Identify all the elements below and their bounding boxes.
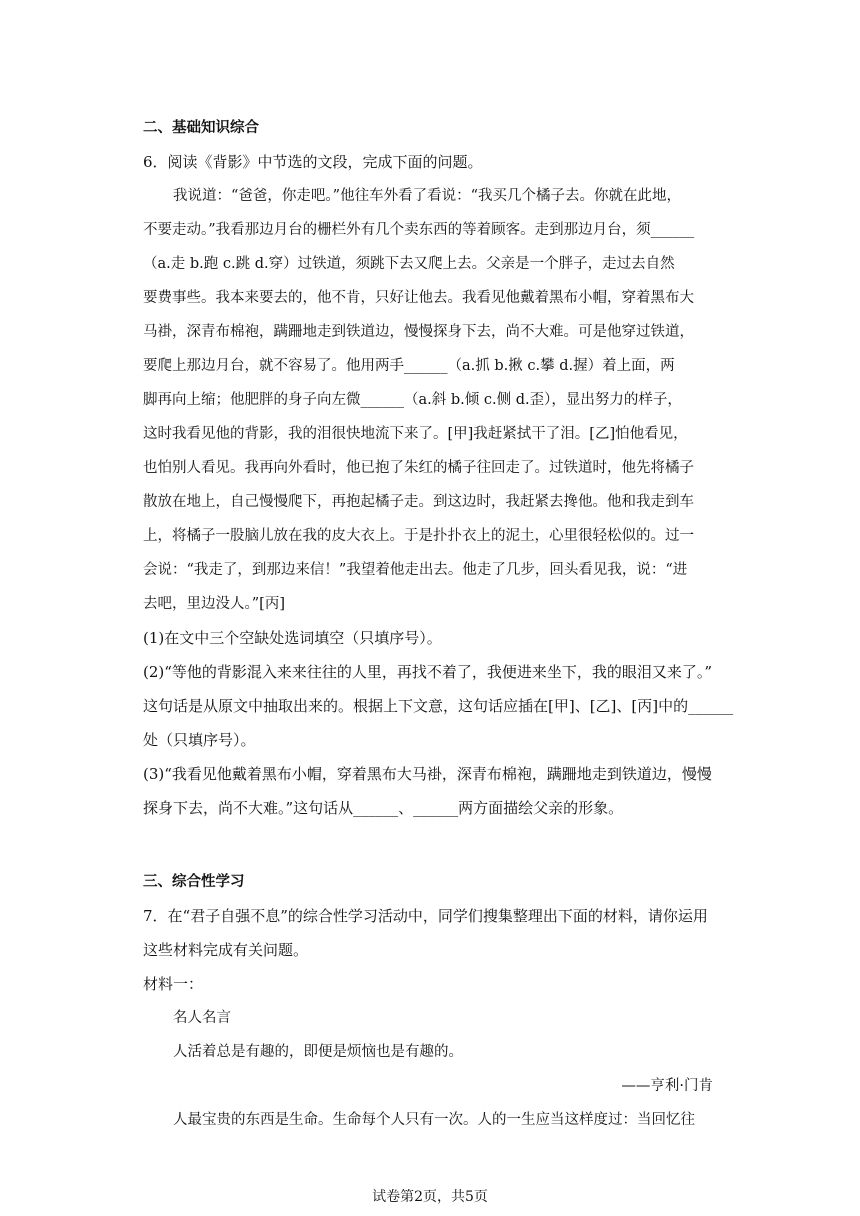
passage-line: 要爬上那边月台，就不容易了。他用两手______（a.抓 b.揪 c.攀 d.握）着上面，两 xyxy=(143,358,675,374)
passage-line: （a.走 b.跑 c.跳 d.穿）过铁道，须跳下去又爬上去。父亲是一个胖子，走过去自然 xyxy=(143,256,675,272)
passage-line: 散放在地上，自己慢慢爬下，再抱起橘子走。到这边时，我赶紧去搀他。他和我走到车 xyxy=(143,494,694,510)
section3-heading: 三、综合性学习 xyxy=(143,874,245,890)
q7-stem-line: 这些材料完成有关问题。 xyxy=(143,941,309,959)
passage-line: 去吧，里边没人。”[丙] xyxy=(143,596,285,612)
quote-1-author: ——亨利·门肯 xyxy=(621,1078,713,1094)
q6-sub2-line: 处（只填序号）。 xyxy=(143,731,256,749)
page-footer: 试卷第2页，共5页 xyxy=(372,1189,488,1205)
quote-2: 人最宝贵的东西是生命。生命每个人只有一次。人的一生应当这样度过：当回忆往 xyxy=(173,1112,695,1128)
q6-stem: 6．阅读《背影》中节选的文段，完成下面的问题。 xyxy=(143,153,483,171)
q6-sub3-line: (3)“我看见他戴着黑布小帽，穿着黑布大马褂，深青布棉袍，蹒跚地走到铁道边，慢慢 xyxy=(143,765,712,783)
q7-stem-line: 7．在“君子自强不息”的综合性学习活动中，同学们搜集整理出下面的材料，请你运用 xyxy=(143,907,708,925)
passage-line: 这时我看见他的背影，我的泪很快地流下来了。[甲]我赶紧拭干了泪。[乙]怕他看见， xyxy=(143,426,688,442)
passage-line: 要费事些。我本来要去的，他不肯，只好让他去。我看见他戴着黑布小帽，穿着黑布大 xyxy=(143,290,694,306)
passage-line: 我说道：“爸爸，你走吧。”他往车外看了看说：“我买几个橘子去。你就在此地， xyxy=(173,188,681,204)
passage-line: 马褂，深青布棉袍，蹒跚地走到铁道边，慢慢探身下去，尚不大难。可是他穿过铁道， xyxy=(143,324,694,340)
q6-sub1: (1)在文中三个空缺处选词填空（只填序号）。 xyxy=(143,629,442,647)
passage-line: 也怕别人看见。我再向外看时，他已抱了朱红的橘子往回走了。过铁道时，他先将橘子 xyxy=(143,460,694,476)
section2-heading: 二、基础知识综合 xyxy=(143,120,259,136)
passage-line: 脚再向上缩；他肥胖的身子向左微______（a.斜 b.倾 c.侧 d.歪），显出努力的样子， xyxy=(143,392,682,408)
passage-line: 会说：“我走了，到那边来信！”我望着他走出去。他走了几步，回头看见我，说：“进 xyxy=(143,562,688,578)
q6-sub2-line: 这句话是从原文中抽取出来的。根据上下文意，这句话应插在[甲]、[乙]、[丙]中的______ xyxy=(143,697,734,715)
q6-sub3-line: 探身下去，尚不大难。”这句话从______、______两方面描绘父亲的形象。 xyxy=(143,799,624,817)
material-subtitle: 名人名言 xyxy=(173,1010,231,1026)
passage-line: 不要走动。”我看那边月台的栅栏外有几个卖东西的等着顾客。走到那边月台，须______ xyxy=(143,222,695,238)
passage-line: 上，将橘子一股脑儿放在我的皮大衣上。于是扑扑衣上的泥土，心里很轻松似的。过一 xyxy=(143,528,694,544)
quote-1: 人活着总是有趣的，即便是烦恼也是有趣的。 xyxy=(173,1044,463,1060)
q6-sub2-line: (2)“等他的背影混入来来往往的人里，再找不着了，我便进来坐下，我的眼泪又来了。” xyxy=(143,663,713,681)
material-label: 材料一： xyxy=(143,975,204,993)
